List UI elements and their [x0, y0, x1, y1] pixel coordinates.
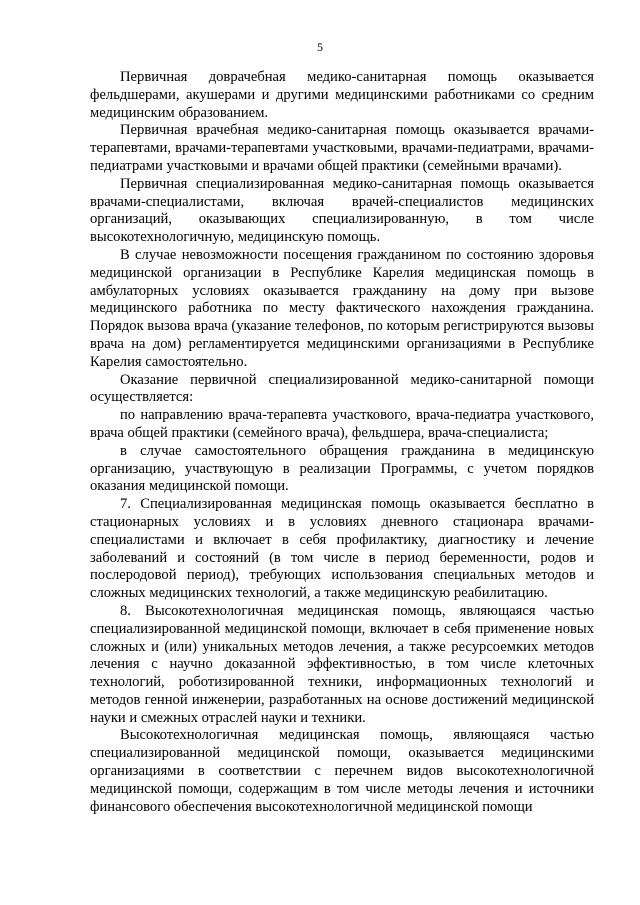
paragraph-item-8: 8. Высокотехнологичная медицинская помощь, являющаяся частью специализированной медицинской помощи, включает в себя применение новых сложных и (или) уникальных методов лечения, а также ресурсоемких методов лечения с научно доказанной эффективностью, в том числе клеточных технологий, роботизированной техники, информационных технологий и методов генной инженерии, разработанных на основе достижений медицинской науки и смежных отраслей науки и техники.: [90, 602, 594, 726]
paragraph-primary-specialized: Первичная специализированная медико-санитарная помощь оказывается врачами-специалистами, включая врачей-специалистов медицинских организаций, оказывающих специализированную, в том числе высокотехнологичную, медицинскую помощь.: [90, 175, 594, 246]
document-body: [90, 69, 594, 816]
paragraph-item-7: 7. Специализированная медицинская помощь оказывается бесплатно в стационарных условиях и в условиях дневного стационара врачами-специалистами и включает в себя профилактику, диагностику и лечение заболеваний и состояний (в том числе в период беременности, родов и послеродовой период), требующих использования специальных методов и сложных медицинских технологий, а также медицинскую реабилитацию.: [90, 496, 594, 602]
paragraph-home-visit: В случае невозможности посещения гражданином по состоянию здоровья медицинской организации в Республике Карелия медицинская помощь в амбулаторных условиях оказывается гражданину на дому при вызове медицинского работника по месту фактического нахождения гражданина. Порядок вызова врача (указание телефонов, по которым регистрируются вызовы врача на дом) регламентируется медицинскими организациями в Республике Карелия самостоятельно.: [90, 246, 594, 370]
paragraph-primary-vrach: Первичная врачебная медико-санитарная помощь оказывается врачами-терапевтами, врачами-терапевтами участковыми, врачами-педиатрами, врачами-педиатрами участковыми и врачами общей практики (семейными врачами).: [90, 122, 594, 174]
paragraph-high-tech: Высокотехнологичная медицинская помощь, являющаяся частью специализированной медицинской помощи, оказывается медицинскими организациями в соответствии с перечнем видов высокотехнологичной медицинской помощи, содержащим в том числе методы лечения и источники финансового обеспечения высокотехнологичной медицинской помощи: [90, 727, 594, 815]
paragraph-by-referral: по направлению врача-терапевта участкового, врача-педиатра участкового, врача общей практики (семейного врача), фельдшера, врача-специалиста;: [90, 407, 594, 441]
page-number: 5: [317, 40, 323, 54]
paragraph-self-referral: в случае самостоятельного обращения гражданина в медицинскую организацию, участвующую в реализации Программы, с учетом порядков оказания медицинской помощи.: [90, 442, 594, 495]
paragraph-primary-prevrach: Первичная доврачебная медико-санитарная помощь оказывается фельдшерами, акушерами и другими медицинскими работниками со средним медицинским образованием.: [90, 69, 594, 121]
paragraph-specialized-intro: Оказание первичной специализированной медико-санитарной помощи осуществляется:: [90, 371, 594, 406]
